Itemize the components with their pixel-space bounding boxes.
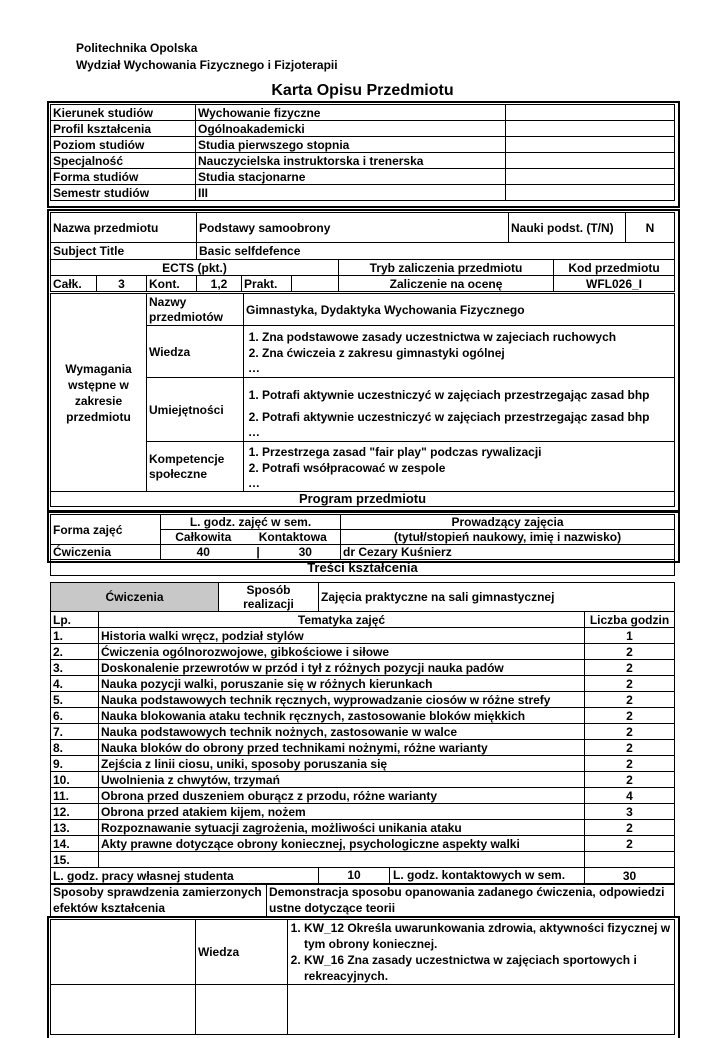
row-topic: Uwolnienia z chwytów, trzymań <box>99 772 585 788</box>
req-skills-list <box>244 378 675 442</box>
hours-contact-value: 30 <box>271 545 341 560</box>
row-lp: 9. <box>51 756 99 772</box>
row-hours: 2 <box>585 724 675 740</box>
ects-total-label: Całk. <box>51 276 97 292</box>
study-empty <box>506 153 675 169</box>
row-lp: 14. <box>51 836 99 852</box>
basic-science-label: Nauki podst. (T/N) <box>509 213 626 243</box>
form-label: Forma zajęć <box>51 515 161 545</box>
row-topic: Nauka blokowania ataku technik ręcznych, zastosowanie bloków miękkich <box>99 708 585 724</box>
method-value: Zajęcia praktyczne na sali gimnastycznej <box>319 583 675 612</box>
row-lp: 10. <box>51 772 99 788</box>
own-work-combo <box>319 868 585 885</box>
ects-total-value: 3 <box>97 276 147 292</box>
row-lp: 3. <box>51 660 99 676</box>
row-lp: 2. <box>51 644 99 660</box>
req-names-value: Gimnastyka, Dydaktyka Wychowania Fizycznego <box>244 294 675 326</box>
req-social-item: 2. Potrafi wsółpracować w zespole <box>262 460 672 476</box>
row-topic: Nauka pozycji walki, poruszanie się w różnych kierunkach <box>99 676 585 692</box>
content-header-row <box>51 612 675 628</box>
hours-total-value: 40 <box>161 545 246 560</box>
study-row <box>51 185 675 201</box>
study-info-table <box>50 104 675 201</box>
row-hours: 2 <box>585 820 675 836</box>
study-value: Studia pierwszego stopnia <box>196 137 506 153</box>
row-topic: Akty prawne dotyczące obrony koniecznej, psychologiczne aspekty walki <box>99 836 585 852</box>
study-empty <box>506 137 675 153</box>
contact-sem-value: 30 <box>585 868 675 885</box>
study-label: Poziom studiów <box>51 137 196 153</box>
row-lp: 12. <box>51 804 99 820</box>
row-hours <box>585 852 675 868</box>
table-row <box>51 788 675 804</box>
row-topic <box>99 852 585 868</box>
study-value: Wychowanie fizyczne <box>196 105 506 121</box>
row-lp: 7. <box>51 724 99 740</box>
study-value: Nauczycielska instruktorska i trenerska <box>196 153 506 169</box>
row-topic: Ćwiczenia ogólnorozwojowe, gibkościowe i siłowe <box>99 644 585 660</box>
subject-name-value: Podstawy samoobrony <box>197 213 509 243</box>
ects-prakt-value <box>292 276 339 292</box>
row-topic: Obrona przed atakiem kijem, nożem <box>99 804 585 820</box>
effect-item: 1. KW_12 Określa uwarunkowania zdrowia, aktywności fizycznej w tym obrony koniecznej. <box>304 920 672 952</box>
requirements-table <box>50 293 675 507</box>
table-row <box>51 756 675 772</box>
ects-cont-value: 1,2 <box>197 276 242 292</box>
row-hours: 3 <box>585 804 675 820</box>
table-row <box>51 772 675 788</box>
ellipsis: … <box>248 360 260 375</box>
verification-label: Sposoby sprawdzenia zamierzonych efektów kształcenia <box>51 884 267 917</box>
table-row <box>51 660 675 676</box>
table-row <box>51 628 675 644</box>
row-hours: 2 <box>585 692 675 708</box>
study-row <box>51 105 675 121</box>
teacher-label: Prowadzący zajęcia <box>341 515 675 530</box>
row-topic: Obrona przed duszeniem oburącz z przodu, różne warianty <box>99 788 585 804</box>
req-skills-label: Umiejętności <box>147 378 244 442</box>
req-knowledge-label: Wiedza <box>147 326 244 378</box>
method-label: Sposób realizacji <box>219 583 319 612</box>
ects-prakt-label: Prakt. <box>242 276 292 292</box>
row-topic: Doskonalenie przewrotów w przód i tył z różnych pozycji nauka padów <box>99 660 585 676</box>
study-row <box>51 137 675 153</box>
row-topic: Historia walki wręcz, podział stylów <box>99 628 585 644</box>
table-row <box>51 644 675 660</box>
req-knowledge-item: 1. Zna podstawowe zasady uczestnictwa w zajeciach ruchowych <box>262 329 672 345</box>
subject-title-value: Basic selfdefence <box>197 243 675 260</box>
table-row <box>51 740 675 756</box>
hours-total-label: Całkowita <box>161 530 246 545</box>
teacher-value: dr Cezary Kuśnierz <box>341 545 675 560</box>
effects-left-cell <box>51 920 196 985</box>
study-label: Forma studiów <box>51 169 196 185</box>
faculty-name: Wydział Wychowania Fizycznego i Fizjoterapii <box>76 58 338 72</box>
effects-knowledge-list <box>288 920 675 985</box>
req-social-label: Kompetencje społeczne <box>147 442 244 492</box>
row-lp: 6. <box>51 708 99 724</box>
row-lp: 8. <box>51 740 99 756</box>
effects-knowledge-label: Wiedza <box>196 920 288 985</box>
effects-empty-cell <box>288 985 675 1035</box>
content-title: Treści kształcenia <box>51 560 675 576</box>
ellipsis: … <box>248 475 260 490</box>
row-hours: 2 <box>585 708 675 724</box>
study-value: III <box>196 185 506 201</box>
study-value: Studia stacjonarne <box>196 169 506 185</box>
university-name: Politechnika Opolska <box>76 41 198 55</box>
req-social-list <box>244 442 675 492</box>
effect-item: 2. KW_16 Zna zasady uczestnictwa w zajęciach sportowych i rekreacyjnych. <box>304 952 672 984</box>
row-lp: 15. <box>51 852 99 868</box>
own-work-value: 10 <box>319 868 390 884</box>
row-topic: Nauka bloków do obrony przed technikami nożnymi, różne warianty <box>99 740 585 756</box>
study-label: Semestr studiów <box>51 185 196 201</box>
contact-sem-label: L. godz. kontaktowych w sem. <box>393 868 566 882</box>
row-topic: Zejścia z linii ciosu, uniki, sposoby poruszania się <box>99 756 585 772</box>
study-label: Kierunek studiów <box>51 105 196 121</box>
row-hours: 1 <box>585 628 675 644</box>
req-names-label: Nazwy przedmiotów <box>147 294 244 326</box>
row-hours: 2 <box>585 660 675 676</box>
study-label: Profil kształcenia <box>51 121 196 137</box>
study-row <box>51 153 675 169</box>
row-hours: 2 <box>585 772 675 788</box>
study-value: Ogólnoakademicki <box>196 121 506 137</box>
content-type: Ćwiczenia <box>51 583 219 612</box>
lp-header: Lp. <box>51 612 99 628</box>
row-lp: 1. <box>51 628 99 644</box>
basic-science-value: N <box>626 213 675 243</box>
subject-name-label: Nazwa przedmiotu <box>51 213 197 243</box>
study-empty <box>506 169 675 185</box>
row-lp: 5. <box>51 692 99 708</box>
req-social-item: 1. Przestrzega zasad "fair play" podczas rywalizacji <box>262 444 672 460</box>
code-label: Kod przedmiotu <box>554 260 675 276</box>
table-row <box>51 836 675 852</box>
requirements-label: Wymagania wstępne w zakresie przedmiotu <box>51 294 147 492</box>
row-hours: 4 <box>585 788 675 804</box>
req-skills-item: 2. Potrafi aktywnie uczestniczyć w zajęciach przestrzegając zasad bhp <box>262 409 672 425</box>
own-work-label: L. godz. pracy własnej studenta <box>51 868 319 885</box>
table-row <box>51 724 675 740</box>
row-topic: Nauka podstawowych technik nożnych, zastosowanie w walce <box>99 724 585 740</box>
teacher-sub-label: (tytuł/stopień naukowy, imię i nazwisko) <box>341 530 675 545</box>
effects-left-cell <box>51 985 196 1035</box>
content-footer-row <box>51 868 675 885</box>
hours-header: Liczba godzin <box>585 612 675 628</box>
form-value: Ćwiczenia <box>51 545 161 560</box>
req-knowledge-list <box>244 326 675 378</box>
verification-value: Demonstracja sposobu opanowania zadanego ćwiczenia, odpowiedzi ustne dotyczące teorii <box>267 884 675 917</box>
effects-table <box>50 919 675 1035</box>
row-hours: 2 <box>585 676 675 692</box>
study-empty <box>506 185 675 201</box>
row-hours: 2 <box>585 740 675 756</box>
mode-label: Tryb zaliczenia przedmiotu <box>339 260 554 276</box>
hours-contact-label: Kontaktowa <box>246 530 341 545</box>
hours-label: L. godz. zajęć w sem. <box>161 515 341 530</box>
topic-header: Tematyka zajęć <box>99 612 585 628</box>
program-table <box>50 514 675 576</box>
ects-label: ECTS (pkt.) <box>51 260 339 276</box>
document-title: Karta Opisu Przedmiotu <box>271 82 454 99</box>
ects-cont-label: Kont. <box>147 276 197 292</box>
study-row <box>51 169 675 185</box>
effects-empty-cell <box>196 985 288 1035</box>
table-row <box>51 708 675 724</box>
row-lp: 13. <box>51 820 99 836</box>
table-row <box>51 852 675 868</box>
verification-table <box>50 883 675 917</box>
hours-separator: | <box>246 545 271 560</box>
req-knowledge-item: 2. Zna ćwiczeia z zakresu gimnastyki ogólnej <box>262 345 672 361</box>
row-lp: 4. <box>51 676 99 692</box>
mode-value: Zaliczenie na ocenę <box>339 276 554 292</box>
table-row <box>51 804 675 820</box>
program-title: Program przedmiotu <box>51 492 675 507</box>
study-empty <box>506 121 675 137</box>
table-row <box>51 820 675 836</box>
row-topic: Rozpoznawanie sytuacji zagrożenia, możliwości unikania ataku <box>99 820 585 836</box>
row-hours: 2 <box>585 836 675 852</box>
row-lp: 11. <box>51 788 99 804</box>
study-label: Specjalność <box>51 153 196 169</box>
table-row <box>51 676 675 692</box>
row-hours: 2 <box>585 644 675 660</box>
subject-table <box>50 212 675 292</box>
code-value: WFL026_I <box>554 276 675 292</box>
req-skills-item: 1. Potrafi aktywnie uczestniczyć w zajęciach przestrzegając zasad bhp <box>262 381 672 409</box>
row-hours: 2 <box>585 756 675 772</box>
row-topic: Nauka podstawowych technik ręcznych, wyprowadzanie ciosów w różne strefy <box>99 692 585 708</box>
subject-title-label: Subject Title <box>51 243 197 260</box>
table-row <box>51 692 675 708</box>
study-row <box>51 121 675 137</box>
study-empty <box>506 105 675 121</box>
content-table <box>50 582 675 885</box>
ellipsis: … <box>248 424 260 439</box>
